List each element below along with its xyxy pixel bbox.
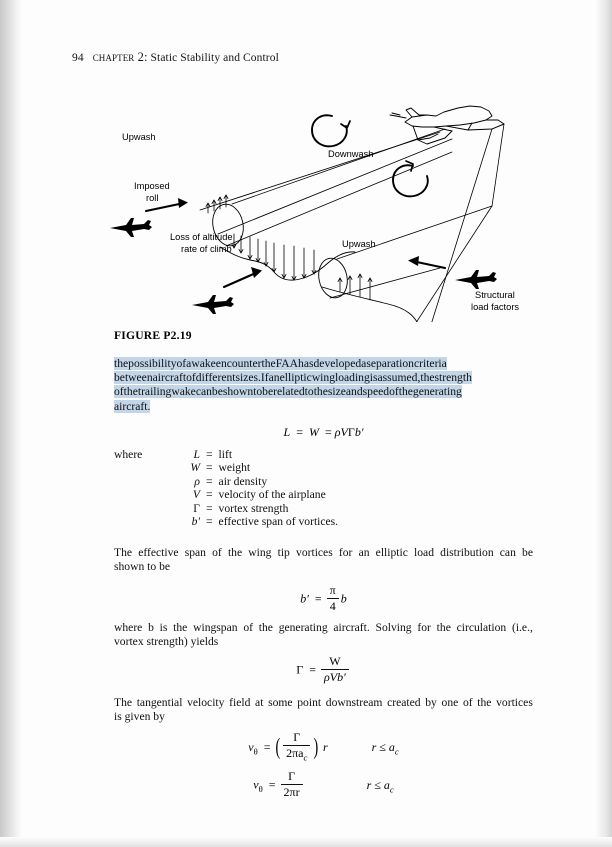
eq5-condition-text: r ≤ a (366, 777, 390, 792)
highlighted-line-text (114, 385, 462, 398)
rotation-arrow-upper (312, 115, 350, 146)
where-equals: = (206, 448, 213, 461)
word: aircraft. (333, 621, 370, 634)
word: span (184, 546, 206, 559)
word: circulation (456, 621, 507, 634)
word: one (441, 696, 459, 709)
word: related (273, 385, 305, 399)
word: developed (313, 357, 362, 370)
eq2-fraction (327, 584, 339, 614)
encountering-aircraft-right (455, 270, 497, 289)
word: size (327, 385, 346, 399)
word: point (297, 696, 322, 709)
word: speed (362, 385, 390, 399)
eq2-denominator: 4 (329, 599, 336, 614)
word: aircraft (152, 371, 187, 385)
word: generating (278, 621, 328, 634)
word: wake (171, 385, 196, 399)
word: encounter (215, 357, 262, 370)
word: for (338, 546, 353, 559)
eq4-theta-subscript: θ (253, 746, 258, 757)
figure-label-upwash-left: Upwash (122, 132, 156, 142)
word: the (398, 385, 413, 399)
eq3-fraction (321, 655, 349, 685)
where-symbol: Γ (193, 501, 200, 515)
figure-label-imposed-roll-1: Imposed (134, 181, 170, 191)
word: an (268, 371, 280, 385)
word: the (114, 357, 129, 370)
highlighted-paragraph (114, 357, 533, 414)
where-row (114, 488, 338, 501)
where-equals: = (206, 488, 213, 502)
word: be (522, 546, 533, 559)
equation-tangential-outer: $v_\theta$ = $\frac{\Gamma}{2\pi r}$ $r \le a_c$ (253, 769, 394, 800)
where-equals: = (206, 501, 213, 515)
left-paren: ( (274, 734, 280, 760)
page-number: 94 (72, 52, 84, 64)
word: elliptic (279, 371, 312, 385)
eq4-condition (372, 740, 399, 756)
word: tip (277, 546, 290, 559)
paragraph-line (114, 621, 533, 635)
word: vortices (296, 546, 333, 559)
eq1-b-prime: b′ (354, 425, 364, 439)
paragraph-line: vortex strength) yields (114, 635, 219, 649)
where-equals: = (206, 461, 213, 475)
paragraph-wingspan (114, 621, 533, 649)
figure-label-upwash-right: Upwash (342, 239, 376, 249)
word: FAA (275, 357, 299, 370)
word: The (114, 546, 133, 559)
eq4-r: r (322, 740, 328, 754)
word: (i.e., (511, 621, 533, 634)
eq1-L: L (283, 425, 291, 439)
word: can (499, 546, 516, 559)
word: criteria (413, 357, 447, 370)
word: an (358, 546, 370, 559)
where-equals: = (206, 515, 213, 529)
word: velocity (187, 696, 225, 709)
where-definition: vortex strength (218, 501, 289, 515)
word: the (436, 621, 451, 634)
word: is (159, 621, 168, 634)
word: by (425, 696, 437, 709)
word: field (229, 696, 251, 709)
word: be (211, 385, 223, 399)
word: to (253, 385, 263, 399)
word: different (195, 371, 236, 385)
pointer-arrows (146, 198, 445, 287)
word: of (462, 696, 473, 709)
highlighted-line-text (114, 371, 472, 384)
word: wing (311, 371, 335, 385)
page-edge-shadow-bottom (0, 837, 612, 847)
word: a (361, 357, 367, 370)
highlighted-line (114, 357, 533, 371)
word: be (262, 385, 274, 399)
word: load (414, 546, 434, 559)
word: where (114, 621, 143, 634)
page-edge-shadow-left (0, 0, 22, 847)
word: and (345, 385, 363, 399)
where-symbol: W (190, 461, 200, 475)
word: the (261, 357, 276, 370)
equation-tangential-inner: $v_\theta$ = ( $\frac{\Gamma}{2\pi a_c}$ ) r $r \le a_c$ (248, 730, 399, 763)
eq1-V: V (340, 425, 348, 439)
highlighted-line (114, 400, 533, 414)
where-symbol: L (193, 448, 200, 461)
eq2-b: b (340, 591, 347, 606)
word: created (387, 696, 421, 709)
word: for (417, 621, 431, 634)
paragraph-line: is given by (114, 710, 165, 724)
where-symbol: b′ (191, 515, 200, 529)
word: The (114, 696, 133, 709)
word: elliptic (375, 546, 408, 559)
where-table (114, 448, 338, 528)
word: strength (434, 371, 472, 385)
word: the (420, 371, 435, 385)
eq4-condition-subscript: c (394, 746, 399, 757)
figure-label-structural-2: load factors (471, 302, 520, 312)
eq4-fraction (283, 731, 310, 764)
eq4-numerator: Γ (283, 731, 310, 746)
where-row (114, 461, 338, 474)
encountering-aircraft-left (110, 218, 152, 237)
word: of (243, 621, 253, 634)
word: some (268, 696, 293, 709)
word: the (173, 621, 188, 634)
word: possibility (128, 357, 177, 370)
word: of (389, 385, 399, 399)
word: b (148, 621, 154, 634)
word: vortices (496, 696, 533, 709)
paragraph-line (114, 696, 533, 710)
figure-svg (100, 82, 520, 322)
word: the (258, 621, 273, 634)
word: has (298, 357, 314, 370)
chapter-label: chapter 2: (92, 50, 148, 64)
paragraph-line: shown to be (114, 560, 171, 574)
right-paren: ) (313, 734, 319, 760)
word: wingspan (193, 621, 238, 634)
eq1-W: W (309, 425, 319, 439)
eq4-denominator (283, 746, 310, 763)
word: the (227, 546, 243, 559)
highlighted-line (114, 371, 533, 385)
eq3-numerator: W (321, 655, 349, 670)
running-head (72, 50, 279, 65)
eq2-numerator: π (327, 584, 339, 599)
word: separation (366, 357, 414, 370)
paragraph-line (114, 546, 533, 560)
chapter-title: Static Stability and Control (150, 52, 279, 64)
word: distribution (440, 546, 494, 559)
where-definition: velocity of the airplane (218, 488, 326, 502)
word: trailing (137, 385, 172, 399)
word: generating (412, 385, 462, 399)
page-edge-shadow-right (596, 0, 612, 847)
highlighted-line (114, 385, 533, 399)
word: the (313, 385, 328, 399)
figure-label-loss-2: rate of climb (181, 244, 232, 254)
where-definition: lift (218, 448, 233, 461)
word: wake (191, 357, 216, 370)
where-symbol: ρ (194, 474, 200, 488)
highlighted-line-text: aircraft. (114, 399, 151, 413)
figure-label-imposed-roll-2: roll (146, 193, 159, 203)
highlighted-line-text (114, 357, 447, 370)
eq5-numerator: Γ (281, 770, 303, 785)
eq5-condition-subscript: c (389, 784, 394, 795)
figure-caption: FIGURE P2.19 (114, 329, 192, 342)
word: at (255, 696, 264, 709)
where-symbol: V (192, 488, 200, 502)
where-row (114, 502, 338, 515)
word: of (212, 546, 222, 559)
word: sizes. (235, 371, 261, 385)
eq4-den-text: 2πa (286, 746, 304, 761)
eq5-theta-subscript: θ (258, 784, 263, 795)
eq4-condition-text: r ≤ a (371, 740, 395, 754)
paragraph-effective-span (114, 546, 533, 574)
eq3-gamma: Γ (296, 662, 304, 677)
word: of (176, 357, 187, 370)
word: loading (335, 371, 370, 385)
equation-lift: L = W = ρVΓb′ (283, 425, 364, 439)
eq1-gamma: Γ (347, 425, 355, 439)
where-definition: weight (218, 461, 251, 475)
word: assumed, (377, 371, 421, 385)
word: a (186, 357, 192, 370)
where-definition: effective span of vortices. (218, 515, 339, 529)
eq4-v: v (248, 740, 254, 754)
equation-circulation: Γ = $\frac{W}{\text{ρVb′}}$ (114, 656, 533, 686)
word: shown (222, 385, 254, 399)
eq2-b-prime: b′ (300, 591, 309, 606)
figure-label-loss-1: Loss of altitude (170, 232, 233, 242)
eq5-condition (367, 778, 394, 794)
where-equals: = (206, 474, 213, 488)
where-row (114, 448, 338, 461)
eq3-denominator: ρVb′ (324, 670, 346, 685)
word: the (123, 385, 138, 399)
where-definitions-list (114, 448, 338, 528)
word: effective (138, 546, 179, 559)
eq1-rho: ρ (334, 425, 341, 439)
word: downstream (325, 696, 383, 709)
word: is (369, 371, 378, 385)
figure-label-downwash: Downwash (328, 149, 374, 159)
figure-label-structural-1: Structural (475, 290, 515, 300)
eq5-denominator: 2πr (283, 785, 300, 800)
word: can (195, 385, 212, 399)
where-definition: air density (218, 474, 268, 488)
word: tangential (136, 696, 183, 709)
where-row (114, 515, 338, 528)
word: to (304, 385, 314, 399)
word: If (260, 371, 269, 385)
word: wing (248, 546, 272, 559)
word: Solving (375, 621, 412, 634)
word: of (114, 385, 124, 399)
encountering-aircraft-middle (192, 295, 234, 314)
word: between (114, 371, 153, 385)
word: of (186, 371, 196, 385)
eq5-fraction (281, 770, 303, 800)
paragraph-tangential-velocity (114, 696, 533, 724)
generating-aircraft-outline (390, 106, 504, 144)
eq5-v: v (253, 777, 259, 792)
figure-wake-vortex-diagram (100, 82, 520, 322)
word: the (477, 696, 492, 709)
eq4-den-subscript: c (303, 752, 308, 763)
equation-effective-span: b′ = $\frac{\pi}{4}$ b (300, 583, 347, 614)
where-row (114, 475, 338, 488)
where-keyword: where (114, 448, 143, 461)
rotation-arrow-lower (393, 161, 428, 196)
